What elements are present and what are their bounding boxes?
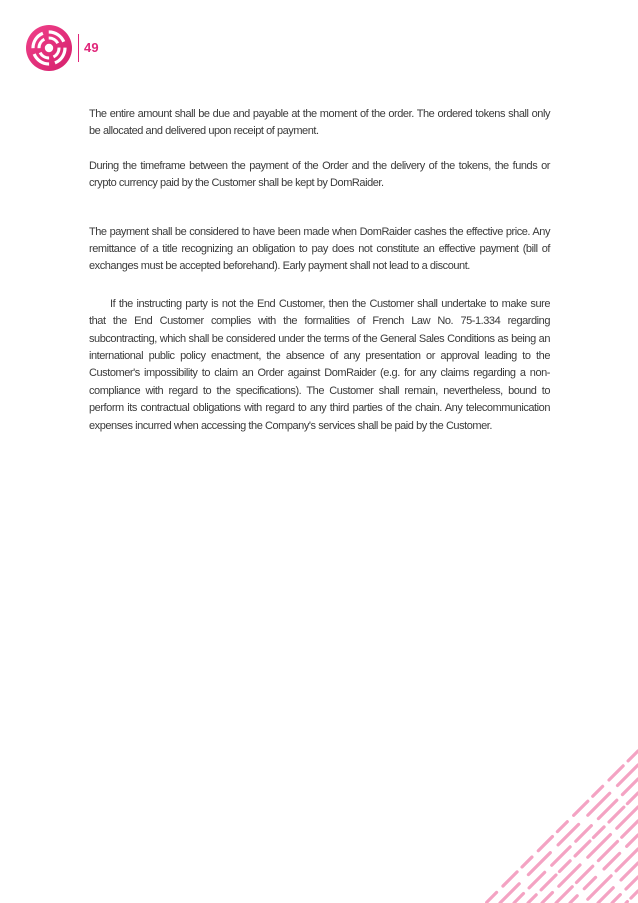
stripe-line	[514, 779, 638, 903]
header-divider	[78, 34, 79, 62]
stripe-line	[486, 751, 638, 903]
paragraph-payment-considered: The payment shall be considered to have been made when DomRaider cashes the effective price. Any remittance of a title recognizing an obligation to pay does not constitute an effective payment (bill of exchanges must be accepted beforehand). Early payment shall not lead to a discount.	[89, 225, 550, 273]
stripe-line	[528, 793, 638, 903]
paragraph-funds-kept: During the timeframe between the payment of the Order and the delivery of the tokens, the funds or crypto currency paid by the Customer shall be kept by DomRaider.	[89, 159, 550, 190]
stripe-line	[626, 891, 638, 903]
stripe-line	[542, 807, 638, 903]
page-body	[89, 106, 550, 435]
paragraph-subcontracting: If the instructing party is not the End Customer, then the Customer shall undertake to make sure that the End Customer complies with the formalities of French Law No. 75-1.334 regarding subcontracting, which shall be considered under the terms of the General Sales Conditions as being an international public policy enactment, the absence of any presentation or approval leading to the Customer's impossibility to claim an Order against DomRaider (e.g. for any claims regarding a non-compliance with regard to the specifications). The Customer shall remain, nevertheless, bound to perform its contractual obligations with regard to any third parties of the chain. Any telecommunication expenses incurred when accessing the Company's services shall be paid by the Customer.	[89, 297, 550, 432]
stripe-line	[570, 835, 638, 903]
diagonal-stripes-decoration	[478, 743, 638, 903]
domraider-logo-icon	[25, 24, 73, 72]
stripe-line	[500, 765, 638, 903]
stripe-line	[584, 849, 638, 903]
page-number: 49	[84, 40, 99, 55]
paragraph-payment-due: The entire amount shall be due and payable at the moment of the order. The ordered tokens shall only be allocated and delivered upon receipt of payment.	[89, 108, 550, 138]
stripe-line	[612, 877, 638, 903]
